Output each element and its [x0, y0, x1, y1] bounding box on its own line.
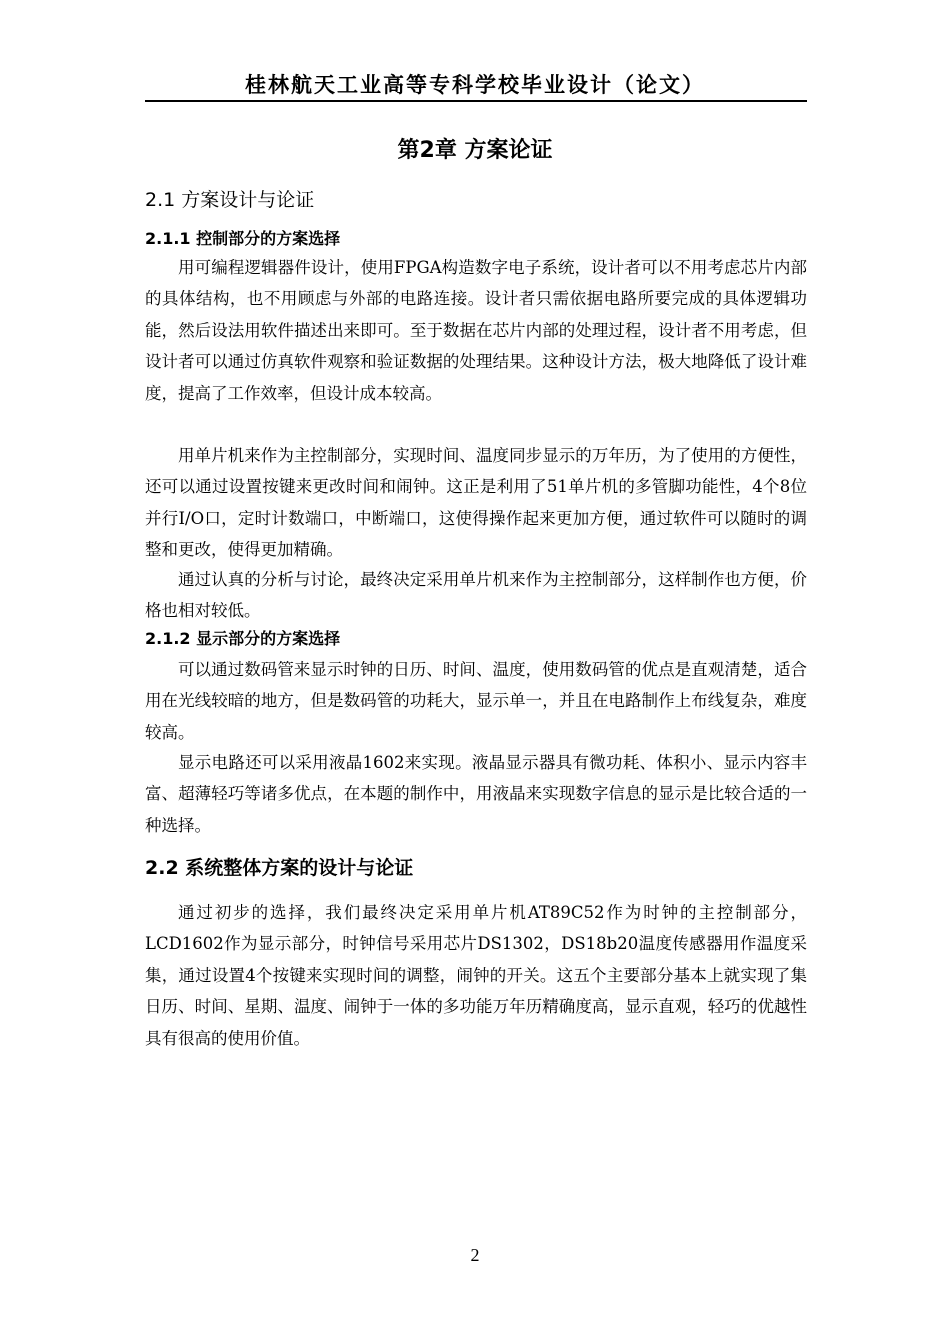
- paragraph-fpga: 用可编程逻辑器件设计，使用FPGA构造数字电子系统，设计者可以不用考虑芯片内部的具体结构，也不用顾虑与外部的电路连接。设计者只需依据电路所要完成的具体逻辑功能，然后设法用软件描述出来即可。至于数据在芯片内部的处理过程，设计者不用考虑，但设计者可以通过仿真软件观察和验证数据的处理结果。这种设计方法，极大地降低了设计难度，提高了工作效率，但设计成本较高。: [145, 258, 807, 403]
- header-rule: [145, 100, 807, 102]
- paragraph-lcd-display: 显示电路还可以采用液晶1602来实现。液晶显示器具有微功耗、体积小、显示内容丰富、超薄轻巧等诸多优点，在本题的制作中，用液晶来实现数字信息的显示是比较合适的一种选择。: [145, 753, 807, 835]
- section-heading-2-1: 2.1 方案设计与论证: [145, 189, 315, 211]
- page-number: 2: [470, 1245, 480, 1265]
- paragraph-mcu: 用单片机来作为主控制部分，实现时间、温度同步显示的万年历，为了使用的方便性，还可以通过设置按键来更改时间和闹钟。这正是利用了51单片机的多管脚功能性，4个8位并行I/O口，定时计数端口，中断端口，这使得操作起来更加方便，通过软件可以随时的调整和更改，使得更加精确。: [145, 446, 807, 560]
- running-header: 桂林航天工业高等专科学校毕业设计（论文）: [245, 73, 705, 97]
- paragraph-decision: 通过认真的分析与讨论，最终决定采用单片机来作为主控制部分，这样制作也方便，价格也相对较低。: [145, 570, 807, 621]
- subsection-heading-2-1-2: 2.1.2 显示部分的方案选择: [145, 629, 341, 648]
- chapter-title: 第2章 方案论证: [397, 138, 553, 163]
- paragraph-system-design: 通过初步的选择，我们最终决定采用单片机AT89C52作为时钟的主控制部分，LCD1602作为显示部分，时钟信号采用芯片DS1302，DS18b20温度传感器用作温度采集，通过设置4个按键来实现时间的调整，闹钟的开关。这五个主要部分基本上就实现了集日历、时间、星期、温度、闹钟于一体的多功能万年历精确度高，显示直观，轻巧的优越性具有很高的使用价值。: [145, 903, 807, 1048]
- section-heading-2-2: 2.2 系统整体方案的设计与论证: [145, 857, 414, 879]
- subsection-heading-2-1-1: 2.1.1 控制部分的方案选择: [145, 229, 341, 248]
- paragraph-led-display: 可以通过数码管来显示时钟的日历、时间、温度，使用数码管的优点是直观清楚，适合用在光线较暗的地方，但是数码管的功耗大，显示单一，并且在电路制作上布线复杂，难度较高。: [145, 660, 807, 742]
